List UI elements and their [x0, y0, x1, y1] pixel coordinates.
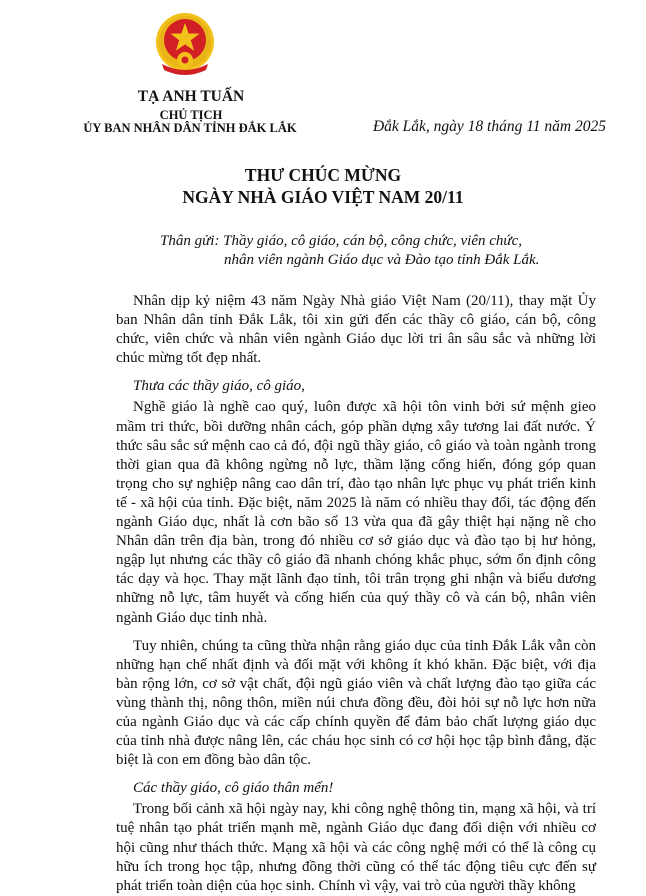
- paragraph-2: Nghề giáo là nghề cao quý, luôn được xã hội tôn vinh bởi sứ mệnh gieo mầm tri thức, bồi dưỡng nhân cách, góp phần dựng xây tương lai đất nước. Ý thức sâu sắc sứ mệnh cao cả đó, đội ngũ thầy giáo, cô giáo và toàn ngành trong thời gian qua đã không ngừng nỗ lực, thầm lặng cống hiến, đóng góp quan trọng cho sự nghiệp nâng cao dân trí, đào tạo nhân lực phục vụ phát triển kinh tế - xã hội của tỉnh. Đặc biệt, năm 2025 là năm có nhiều thay đổi, tác động đến ngành Giáo dục, nhất là cơn bão số 13 vừa qua đã gây thiệt hại nặng nề cho Nhân dân trên địa bàn, trong đó nhiều cơ sở giáo dục và đào tạo bị hư hỏng, ngập lụt nhưng các thầy cô giáo đã nhanh chóng khắc phục, sớm ổn định công tác dạy và học. Thay mặt lãnh đạo tỉnh, tôi trân trọng ghi nhận và biểu dương những nỗ lực, tâm huyết và cống hiến của quý thầy cô và cán bộ, nhân viên ngành Giáo dục tỉnh nhà.: [116, 399, 596, 626]
- greeting-1: Thưa các thầy giáo, cô giáo,: [133, 378, 305, 395]
- letter-title: THƯ CHÚC MỪNG: [244, 165, 402, 185]
- date-line: Đắk Lắk, ngày 18 tháng 11 năm 2025: [372, 118, 606, 135]
- sender-title: CHỦ TỊCH: [159, 108, 223, 122]
- greeting-2: Các thầy giáo, cô giáo thân mến!: [133, 780, 334, 797]
- paragraph-1: Nhân dịp kỷ niệm 43 năm Ngày Nhà giáo Việt Nam (20/11), thay mặt Ủy ban Nhân dân tỉnh Đắk Lắk, tôi xin gửi đến các thầy cô giáo, cán bộ, công chức, viên chức và nhân viên ngành Giáo dục lời tri ân sâu sắc và những lời chúc mừng tốt đẹp nhất.: [116, 293, 596, 367]
- recipient-line-1: Thân gửi: Thầy giáo, cô giáo, cán bộ, công chức, viên chức,: [160, 233, 522, 249]
- paragraph-4: Trong bối cảnh xã hội ngày nay, khi công nghệ thông tin, mạng xã hội, và trí tuệ nhân tạo phát triển mạnh mẽ, ngành Giáo dục đang đối diện với nhiều cơ hội cũng như thách thức. Mạng xã hội và các công nghệ mới có thể là công cụ hữu ích trong học tập, nhưng đồng thời cũng có thể tác động tiêu cực đến sự phát triển toàn diện của học sinh. Chính vì vậy, vai trò của người thầy không: [116, 801, 596, 894]
- letter-body: [116, 292, 596, 896]
- recipient-line-2: nhân viên ngành Giáo dục và Đào tạo tỉnh Đắk Lắk.: [224, 252, 540, 268]
- sender-name: TẠ ANH TUẤN: [137, 88, 245, 105]
- sender-org: ỦY BAN NHÂN DÂN TỈNH ĐẮK LẮK: [83, 121, 297, 135]
- national-emblem-icon: [154, 10, 216, 76]
- paragraph-3: Tuy nhiên, chúng ta cũng thừa nhận rằng giáo dục của tỉnh Đắk Lắk vẫn còn những hạn chế nhất định và đối mặt với không ít khó khăn. Đặc biệt, với địa bàn rộng lớn, cơ sở vật chất, đội ngũ giáo viên và chất lượng đào tạo giữa các vùng thành thị, nông thôn, miền núi chưa đồng đều, đòi hỏi sự nỗ lực hơn nữa của ngành Giáo dục và các cấp chính quyền để đảm bảo chất lượng giáo dục của tỉnh nhà được nâng lên, các cháu học sinh có cơ hội học tập bình đẳng, đặc biệt là con em đồng bào dân tộc.: [116, 637, 596, 769]
- letter-subtitle: NGÀY NHÀ GIÁO VIỆT NAM 20/11: [182, 187, 464, 207]
